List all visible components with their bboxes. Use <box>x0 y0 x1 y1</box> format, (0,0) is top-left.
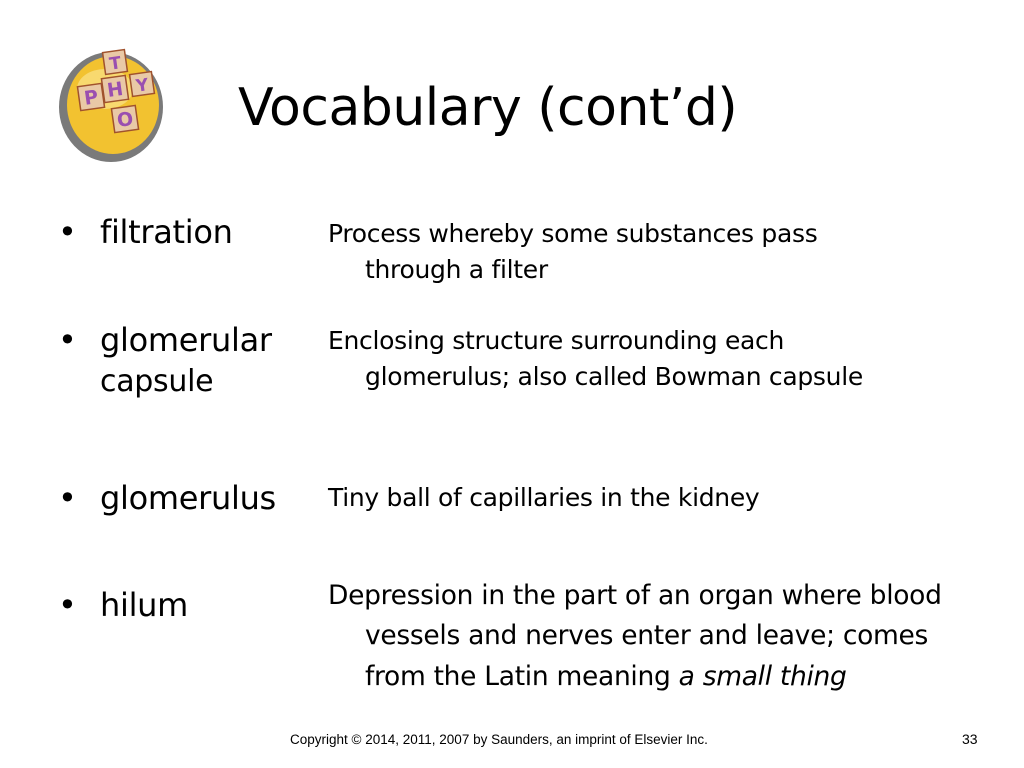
term-text: glomerulus <box>100 479 276 517</box>
definition-glomerular-capsule <box>328 323 1008 394</box>
term-text: hilum <box>100 586 189 624</box>
phototype-logo-icon <box>55 45 170 165</box>
definition-line: through a filter <box>365 254 548 284</box>
bullet: • <box>58 321 77 359</box>
definition-line: vessels and nerves enter and leave; comes <box>365 620 929 652</box>
slide-title: Vocabulary (cont’d) <box>238 78 738 138</box>
logo-letter: T <box>108 53 123 75</box>
logo-letter: P <box>82 86 100 110</box>
definition-line: Enclosing structure surrounding each <box>328 326 785 355</box>
definition-text: from the Latin meaning <box>365 660 679 692</box>
term-text: capsule <box>100 363 214 399</box>
copyright-notice: Copyright © 2014, 2011, 2007 by Saunders, an imprint of Elsevier Inc. <box>290 732 708 747</box>
logo-letter: Y <box>134 75 150 97</box>
definition-line: glomerulus; also called Bowman capsule <box>365 361 863 391</box>
term-text: filtration <box>100 213 233 251</box>
definition-line: Depression in the part of an organ where blood <box>328 580 942 611</box>
logo-letter: H <box>105 77 125 102</box>
logo-letter: O <box>115 107 135 133</box>
definition-line: Tiny ball of capillaries in the kidney <box>328 483 760 512</box>
definition-hilum <box>328 576 1008 697</box>
definition-line: Process whereby some substances pass <box>328 219 818 248</box>
bullet: • <box>58 479 77 517</box>
term-filtration <box>58 212 233 254</box>
term-hilum <box>58 585 188 627</box>
definition-line <box>328 657 1008 697</box>
page-number: 33 <box>962 731 978 747</box>
definition-glomerulus <box>328 480 1008 516</box>
definition-italic-text: a small thing <box>678 660 847 692</box>
term-glomerular-capsule <box>58 320 272 401</box>
definition-filtration <box>328 216 1008 287</box>
term-glomerulus <box>58 478 276 520</box>
term-text: glomerular <box>100 321 272 359</box>
bullet: • <box>58 213 77 251</box>
bullet: • <box>58 586 77 624</box>
